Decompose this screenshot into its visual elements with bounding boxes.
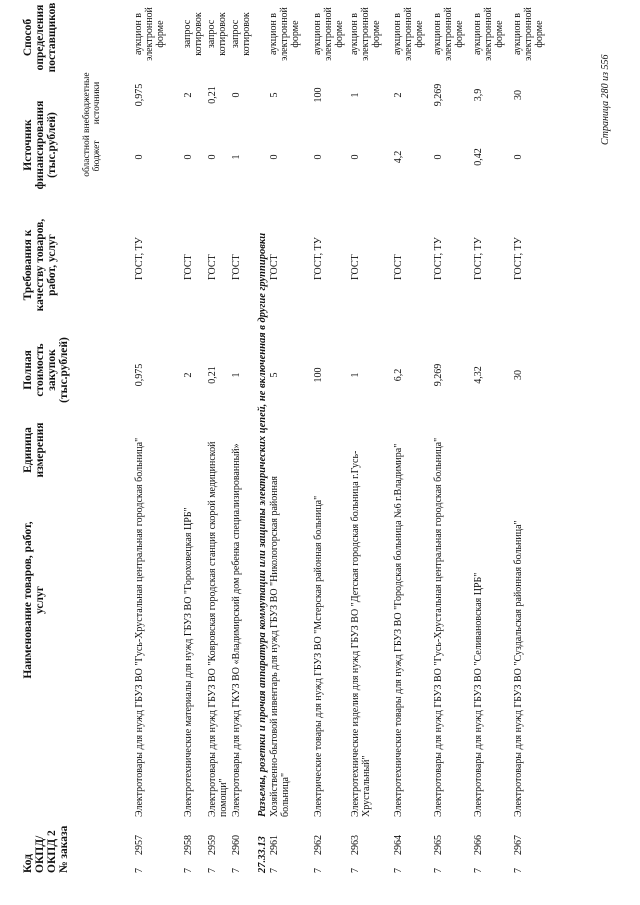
row-order: 2957 xyxy=(134,835,145,855)
row-fin-extra: 1 xyxy=(350,92,361,98)
row-method: запрос котировок xyxy=(182,12,204,56)
row-cost: 1 xyxy=(231,372,242,378)
row-method: аукцион в электронной форме xyxy=(133,7,166,61)
row-cost: 5 xyxy=(269,372,280,378)
row-num: 7 xyxy=(473,868,484,873)
row-method: запрос котировок xyxy=(230,12,252,56)
row-fin-regional: 0 xyxy=(313,154,324,160)
header-code-line: ОКПД 2 xyxy=(46,830,59,873)
row-order: 2967 xyxy=(513,835,524,855)
row-num: 7 xyxy=(433,868,444,873)
row-num: 7 xyxy=(393,868,404,873)
row-num: 7 xyxy=(350,868,361,873)
row-fin-extra: 5 xyxy=(269,92,280,98)
row-method: аукцион в электронной форме xyxy=(512,7,545,61)
row-num: 7 xyxy=(134,868,145,873)
page-footer: Страница 280 из 556 xyxy=(600,54,611,145)
row-method: аукцион в электронной форме xyxy=(432,7,465,61)
row-req: ГОСТ, ТУ xyxy=(134,237,145,280)
row-fin-extra: 2 xyxy=(183,92,194,98)
row-fin-extra: 30 xyxy=(513,90,524,100)
row-fin-regional: 0 xyxy=(269,154,280,160)
row-fin-regional: 0 xyxy=(207,154,218,160)
row-fin-extra: 100 xyxy=(313,87,324,103)
row-fin-regional: 4,2 xyxy=(393,150,404,164)
row-fin-regional: 0 xyxy=(513,154,524,160)
row-num: 7 xyxy=(313,868,324,873)
row-cost: 9,269 xyxy=(433,363,444,387)
row-cost: 100 xyxy=(313,367,324,383)
row-name: Электротовары для нужд ГБУЗ ВО "Ковровская городская станция скорой медицинской помощи" xyxy=(207,441,230,817)
row-order: 2963 xyxy=(350,835,361,855)
group-code: 27.33.13 xyxy=(257,836,268,873)
row-cost: 0,21 xyxy=(207,366,218,384)
row-req: ГОСТ xyxy=(393,254,404,280)
row-method: запрос котировок xyxy=(206,12,228,56)
row-req: ГОСТ xyxy=(231,254,242,280)
row-order: 2959 xyxy=(207,835,218,855)
row-method: аукцион в электронной форме xyxy=(472,7,505,61)
row-name: Хозяйственно-бытовой инвентарь для нужд ГБУЗ ВО "Никологорская районная больница" xyxy=(269,476,292,817)
row-cost: 30 xyxy=(513,370,524,380)
row-req: ГОСТ xyxy=(269,254,280,280)
row-fin-extra: 0,21 xyxy=(207,86,218,104)
row-name: Электрические товары для нужд ГБУЗ ВО "Мстерская районная больница" xyxy=(313,495,324,817)
row-cost: 4,32 xyxy=(473,366,484,384)
row-order: 2961 xyxy=(269,835,280,855)
header-fin-extrabudget: внебюджетные источники xyxy=(82,72,103,133)
row-name: Электротехнические товары для нужд ГБУЗ ВО "Городская больница №6 г.Владимира" xyxy=(393,443,404,817)
header-cost: Полная стоимость закупок (тыс.рублей) xyxy=(22,337,71,403)
row-fin-regional: 0 xyxy=(183,154,194,160)
row-cost: 6,2 xyxy=(393,368,404,382)
row-num: 7 xyxy=(183,868,194,873)
row-name: Электротехнические материалы для нужд ГБУЗ ВО "Гороховецкая ЦРБ" xyxy=(183,507,194,817)
row-order: 2966 xyxy=(473,835,484,855)
header-code-line: ОКПД/ xyxy=(34,835,47,873)
row-order: 2965 xyxy=(433,835,444,855)
row-name: Электротехнические изделия для нужд ГБУЗ ВО "Детская городская больница г.Гусь-Хрустальный" xyxy=(350,450,373,817)
row-req: ГОСТ xyxy=(183,254,194,280)
row-num: 7 xyxy=(207,868,218,873)
row-name: Электротовары для нужд ГКУЗ ВО «Владимирский дом ребенка специализированный» xyxy=(231,443,242,817)
row-cost: 2 xyxy=(183,372,194,378)
row-method: аукцион в электронной форме xyxy=(312,7,345,61)
row-fin-extra: 2 xyxy=(393,92,404,98)
header-name: Наименование товаров, работ, услуг xyxy=(22,521,47,679)
header-unit: Единица измерения xyxy=(22,422,47,478)
row-fin-regional: 0 xyxy=(350,154,361,160)
row-req: ГОСТ, ТУ xyxy=(433,237,444,280)
row-num: 7 xyxy=(513,868,524,873)
row-order: 2964 xyxy=(393,835,404,855)
header-code-line: Код xyxy=(22,853,34,873)
row-fin-extra: 0 xyxy=(231,92,242,98)
row-fin-extra: 0,975 xyxy=(134,83,145,107)
row-req: ГОСТ xyxy=(350,254,361,280)
row-num: 7 xyxy=(269,868,280,873)
row-name: Электротовары для нужд ГБУЗ ВО "Суздальская районная больница" xyxy=(513,520,524,817)
row-method: аукцион в электронной форме xyxy=(392,7,425,61)
row-req: ГОСТ, ТУ xyxy=(513,237,524,280)
row-fin-regional: 0 xyxy=(134,154,145,160)
row-fin-regional: 1 xyxy=(231,154,242,160)
row-name: Электротовары для нужд ГБУЗ ВО "Селивановская ЦРБ" xyxy=(473,572,484,817)
row-fin-extra: 9,269 xyxy=(433,83,444,107)
row-order: 2962 xyxy=(313,835,324,855)
row-cost: 0,975 xyxy=(134,363,145,387)
header-method: Способ определения поставщиков xyxy=(22,2,59,73)
row-fin-regional: 0 xyxy=(433,154,444,160)
row-req: ГОСТ, ТУ xyxy=(313,237,324,280)
row-fin-regional: 0,42 xyxy=(473,148,484,166)
header-fin-regional: областной бюджет xyxy=(82,135,103,177)
row-req: ГОСТ xyxy=(207,254,218,280)
row-method: аукцион в электронной форме xyxy=(268,7,301,61)
row-name: Электротовары для нужд ГБУЗ ВО "Гусь-Хрустальная центральная городская больница" xyxy=(433,437,444,817)
row-fin-extra: 3,9 xyxy=(473,88,484,102)
header-code-line: № заказа xyxy=(58,825,71,873)
row-method: аукцион в электронной форме xyxy=(349,7,382,61)
row-order: 2958 xyxy=(183,835,194,855)
header-code xyxy=(22,803,70,873)
group-title: Разъемы, розетки и прочая аппаратура коммутации или защиты электрических цепей, не включенная в другие группировки xyxy=(257,232,268,817)
row-order: 2960 xyxy=(231,835,242,855)
header-financing: Источник финансирования (тыс.рублей) xyxy=(22,100,59,190)
row-num: 7 xyxy=(231,868,242,873)
header-requirements: Требования к качеству товаров, работ, услуг xyxy=(22,218,59,312)
row-req: ГОСТ, ТУ xyxy=(473,237,484,280)
row-name: Электротовары для нужд ГБУЗ ВО "Гусь-Хрустальная центральная городская больница" xyxy=(134,437,145,817)
row-cost: 1 xyxy=(350,372,361,378)
